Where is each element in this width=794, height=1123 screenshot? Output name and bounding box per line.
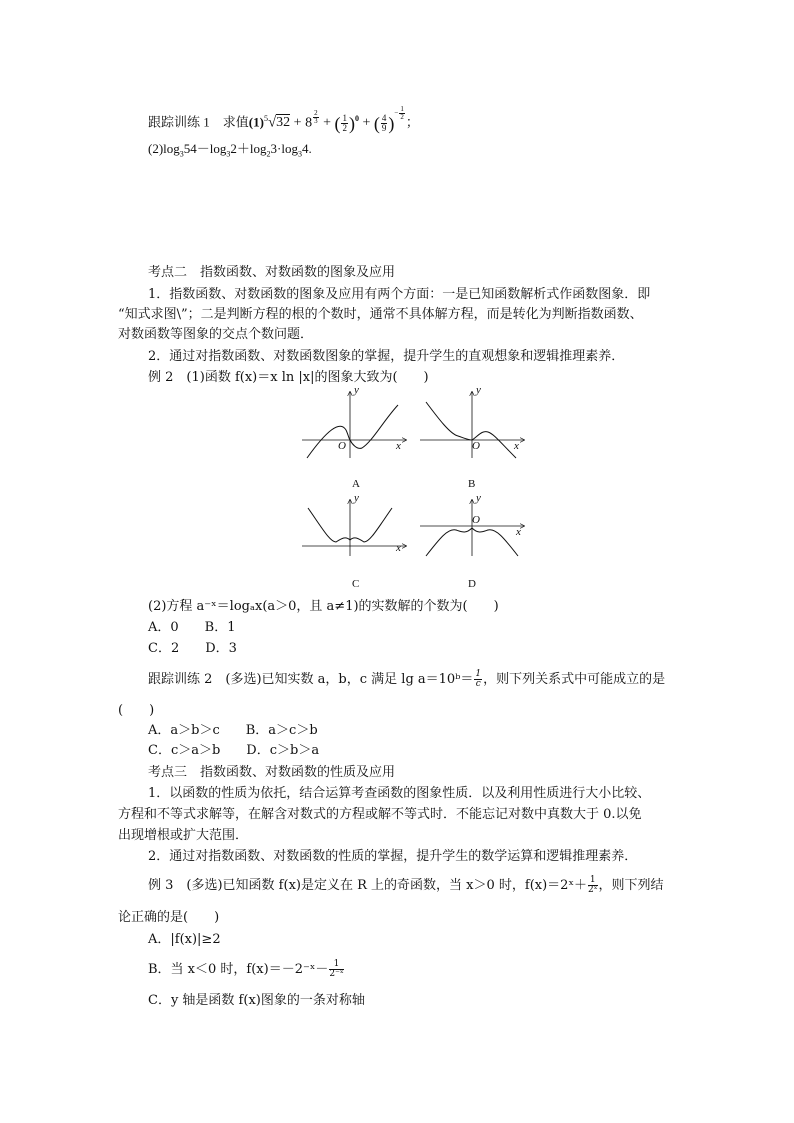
- graph-a-origin: O: [338, 440, 346, 452]
- plus-sign-2: +: [358, 115, 374, 131]
- graph-b-origin: O: [472, 440, 480, 452]
- power-zero: 0: [354, 114, 359, 123]
- exercise-1-label: 跟踪训练 1 求值: [148, 114, 249, 130]
- graph-d-y-label: y: [476, 492, 481, 504]
- part-1-marker: (1): [248, 114, 264, 130]
- graph-a-caption: A: [352, 478, 360, 490]
- fraction-4-9: $\frac{4}{9}$: [381, 112, 387, 133]
- graph-c-caption: C: [352, 578, 360, 590]
- section-3-line-3: 出现增根或扩大范围．: [118, 828, 249, 843]
- graph-b: [420, 384, 530, 490]
- graph-a: [302, 384, 412, 490]
- example-3-stem: 例 3 (多选)已知函数 f(x)是定义在 R 上的奇函数，当 x＞0 时，f(x)＝2ˣ＋ $\frac{1}{\text{2ˣ}}$ ，则下列结: [148, 875, 664, 895]
- radical-sign: √: [267, 114, 277, 131]
- section-2-line-2: “知式求图\”；二是判断方程的根的个数时，通常不具体解方程，而是转化为判断指数函数、: [118, 307, 643, 322]
- graph-d-caption: D: [468, 578, 476, 590]
- section-2-line-4: 2．通过对指数函数、对数函数图象的掌握，提升学生的直观想象和逻辑推理素养．: [148, 349, 625, 364]
- example-3-stem-continued: 论正确的是( ): [118, 910, 220, 925]
- graph-d-x-label: x: [516, 526, 521, 538]
- semicolon: ；: [405, 114, 419, 130]
- graph-c-x-label: x: [396, 542, 401, 554]
- exercise-1-line: 跟踪训练 1 求值$(1)^5√32 + 8$ $\frac{2}{3}$ + ( $\frac{1}{2}$ )$^0$ + ( $\frac{4}{9}$ )− $\frac{1}{2}$ ；: [148, 105, 419, 134]
- graph-c-y-label: y: [354, 492, 359, 504]
- example-3-option-a: A．|f(x)|≥2: [148, 932, 221, 947]
- section-2-line-3: 对数函数等图象的交点个数问题．: [118, 327, 314, 342]
- exponent-2-3: $\frac{2}{3}$: [314, 109, 318, 125]
- exercise-2-options-cd: C．c＞a＞b D．c＞b＞a: [148, 743, 320, 758]
- exercise-2-answer-paren: ( ): [118, 703, 155, 718]
- section-2-line-1: 1．指数函数、对数函数的图象及应用有两个方面：一是已知函数解析式作函数图象．即: [148, 287, 651, 302]
- graph-a-x-label: x: [396, 440, 401, 452]
- exponent-neg-half: − $\frac{1}{2}$: [394, 105, 404, 121]
- graph-d: [420, 492, 530, 590]
- exercise-2-options-ab: A．a＞b＞c B．a＞c＞b: [148, 723, 318, 738]
- graph-b-x-label: x: [514, 440, 519, 452]
- example-2-options-cd: C．2 D．3: [148, 641, 237, 656]
- section-3-line-1: 1．以函数的性质为依托，结合运算考查函数的图象性质．以及利用性质进行大小比较、: [148, 786, 651, 801]
- graph-d-origin: O: [472, 514, 480, 526]
- graph-c: [302, 492, 412, 590]
- section-2-heading: 考点二 指数函数、对数函数的图象及应用: [148, 265, 396, 280]
- graph-a-y-label: y: [354, 384, 359, 396]
- section-3-line-4: 2．通过对指数函数、对数函数的性质的掌握，提升学生的数学运算和逻辑推理素养．: [148, 849, 638, 864]
- example-3-option-b: B．当 x＜0 时，f(x)＝－2⁻ˣ－ $\frac{1}{\text{2⁻ˣ}}$: [148, 959, 344, 979]
- fraction-1-2: $\frac{1}{2}$: [342, 112, 347, 133]
- section-3-line-2: 方程和不等式求解等，在解含对数式的方程或解不等式时．不能忘记对数中真数大于 0.以免: [118, 807, 642, 822]
- exercise-1-part-2: $(2)\log_354-\log_32+\log_23\cdot\log_34$.: [148, 141, 312, 159]
- radicand: 32: [276, 115, 291, 131]
- exercise-2-stem: 跟踪训练 2 (多选)已知实数 a，b，c 满足 lg a＝10ᵇ＝ $\frac{1}{c}$ ，则下列关系式中可能成立的是: [148, 669, 666, 689]
- example-2-stem: 例 2 (1)函数 f(x)＝x ln |x|的图象大致为( ): [148, 370, 429, 385]
- term-8: + 8: [290, 115, 313, 131]
- example-2-part-2-stem: (2)方程 a⁻ˣ＝logₐx(a＞0，且 a≠1)的实数解的个数为( ): [148, 599, 499, 614]
- graph-b-y-label: y: [476, 384, 481, 396]
- plus-sign: +: [319, 115, 335, 131]
- example-2-options-ab: A．0 B．1: [148, 620, 236, 635]
- graph-b-caption: B: [468, 478, 476, 490]
- example-3-option-c: C．y 轴是函数 f(x)图象的一条对称轴: [148, 993, 365, 1008]
- root-index: 5: [263, 114, 268, 123]
- section-3-heading: 考点三 指数函数、对数函数的性质及应用: [148, 765, 396, 780]
